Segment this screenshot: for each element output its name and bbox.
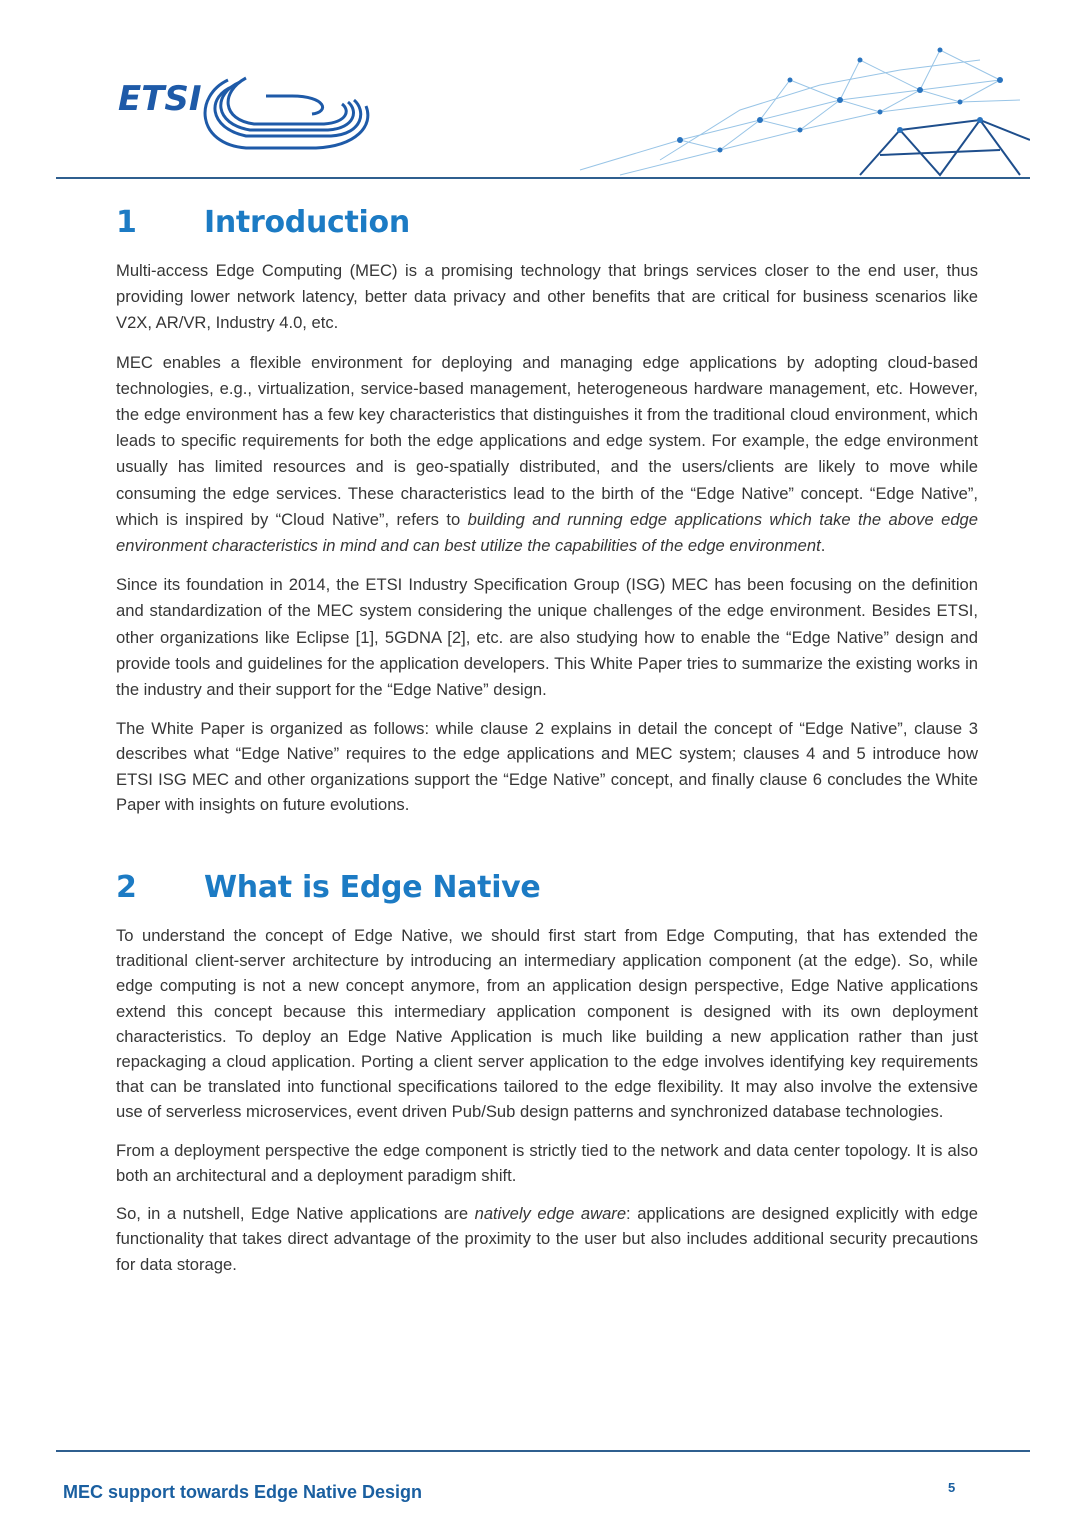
footer-divider bbox=[56, 1450, 1030, 1452]
section-2-number: 2 bbox=[116, 869, 137, 905]
footer-title: MEC support towards Edge Native Design bbox=[63, 1482, 423, 1502]
page-number: 5 bbox=[948, 1480, 956, 1495]
section-1-paragraph-2: MEC enables a flexible environment for deploying and managing edge applications by adopting cloud-based technologies, e.g., virtualization, service-based management, heterogeneous hardware management, etc. However, the edge environment has a few key characteristics that distinguishes it from the traditional cloud environment, which leads to specific requirements for both the edge applications and edge system. For example, the edge environment usually has limited resources and is geo-spatially distributed, and the users/clients are likely to move while consuming the edge services. These characteristics lead to the birth of the “Edge Native” concept. “Edge Native”, which is inspired by “Cloud Native”, refers to building and running edge applications which take the above edge environment characteristics in mind and can best utilize the capabilities of the edge environment. bbox=[116, 352, 979, 556]
section-1-paragraph-3: Since its foundation in 2014, the ETSI Industry Specification Group (ISG) MEC has been focusing on the definition and standardization of the MEC system considering the unique challenges of the edge environment. Besides ETSI, other organizations like Eclipse [1], 5GDNA [2], etc. are also studying how to enable the “Edge Native” design and provide tools and guidelines for the application developers. This White Paper tries to summarize the existing works in the industry and their support for the “Edge Native” design. bbox=[116, 575, 978, 700]
section-2-paragraph-3: So, in a nutshell, Edge Native applications are natively edge aware: applications are designed explicitly with edge functionality that takes direct advantage of the proximity to the user but also includes additional security precautions for data storage. bbox=[116, 1204, 978, 1274]
section-2-heading bbox=[116, 861, 978, 913]
etsi-logo bbox=[116, 66, 376, 152]
edge-native-definition: building and running edge applications which take the above edge environment characteristics in mind and can best utilize the capabilities of the edge environment bbox=[116, 509, 979, 556]
section-2-paragraph-1: To understand the concept of Edge Native, we should first start from Edge Computing, that has extended the traditional client-server architecture by introducing an intermediary application component (at the edge). So, while edge computing is not a new concept anymore, from an application design perspective, Edge Native applications extend this concept because this intermediary application component is designed with its own deployment characteristics. To deploy an Edge Native Application is much like building a new application rather than just repackaging a cloud application. Porting a client server application to the edge involves identifying key requirements that can be translated into functional specifications tailored to the edge flexibility. It may also involve the extensive use of serverless microservices, event driven Pub/Sub design patterns and synchronized database technologies. bbox=[116, 926, 978, 1122]
section-2-title: What is Edge Native bbox=[204, 869, 541, 905]
svg-text:ETSI: ETSI bbox=[118, 79, 202, 119]
section-2-paragraph-2: From a deployment perspective the edge component is strictly tied to the network and data center topology. It is also both an architectural and a deployment paradigm shift. bbox=[116, 1140, 978, 1185]
section-1-title: Introduction bbox=[204, 204, 410, 240]
section-1-paragraph-4: The White Paper is organized as follows: while clause 2 explains in detail the concept of “Edge Native”, clause 3 describes what “Edge Native” requires to the edge applications and MEC system; clauses 4 and 5 introduce how ETSI ISG MEC and other organizations support the “Edge Native” concept, and finally clause 6 concludes the White Paper with insights on future evolutions. bbox=[116, 719, 978, 814]
section-1-number: 1 bbox=[116, 204, 137, 240]
natively-edge-aware: natively edge aware bbox=[474, 1204, 627, 1224]
header-divider bbox=[56, 177, 1030, 179]
section-1-heading bbox=[116, 196, 978, 248]
network-graphic bbox=[560, 40, 1030, 180]
page-content bbox=[116, 196, 978, 1290]
section-1-paragraph-1: Multi-access Edge Computing (MEC) is a promising technology that brings services closer to the end user, thus providing lower network latency, better data privacy and other benefits that are critical for business scenarios like V2X, AR/VR, Industry 4.0, etc. bbox=[116, 261, 978, 333]
page-header bbox=[0, 0, 1080, 190]
